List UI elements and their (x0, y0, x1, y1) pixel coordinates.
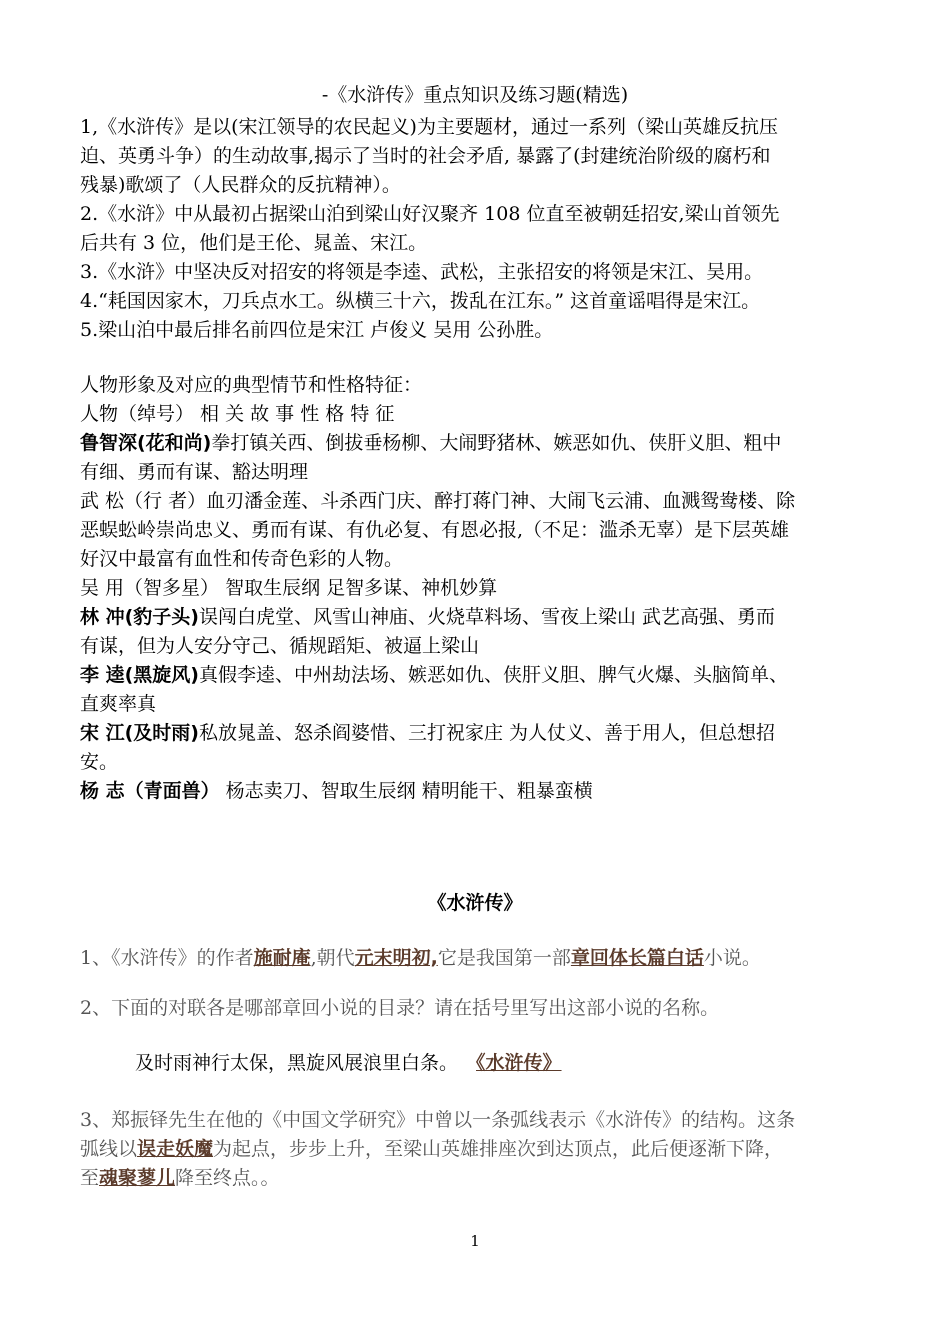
item-2-line-2: 后共有 3 位，他们是王伦、晁盖、宋江。 (80, 232, 428, 254)
character-lu-zhishen-cont: 有细、勇而有谋、豁达明理 (80, 461, 309, 483)
question-text: ,朝代 (310, 947, 355, 969)
character-wu-song: 武 松（行 者）血刃潘金莲、斗杀西门庆、醉打蒋门神、大闹飞云浦、血溅鸳鸯楼、除 (80, 490, 796, 512)
answer-author: 施耐庵 (253, 947, 311, 969)
couplet-text: 及时雨神行太保，黑旋风展浪里白条。 (135, 1052, 459, 1074)
item-5: 5.梁山泊中最后排名前四位是宋江 卢俊义 吴用 公孙胜。 (80, 319, 554, 341)
question-1 (80, 945, 880, 971)
answer-genre: 章回体长篇白话 (570, 947, 704, 969)
item-1-line-1: 1,《水浒传》是以(宋江领导的农民起义)为主要题材，通过一系列（梁山英雄反抗压 (80, 116, 778, 138)
character-song-jiang (80, 720, 880, 746)
character-name: 林 冲(豹子头) (80, 606, 199, 628)
character-traits: 误闯白虎堂、风雪山神庙、火烧草料场、雪夜上梁山 武艺高强、勇而 (198, 606, 776, 628)
character-wu-song-cont-1: 恶蜈蚣岭崇尚忠义、勇而有谋、有仇必复、有恩必报,（不足：滥杀无辜）是下层英雄 (80, 519, 790, 541)
characters-column-header: 人物（绰号） 相 关 故 事 性 格 特 征 (80, 403, 395, 425)
question-text: 弧线以 (80, 1138, 138, 1160)
item-4: 4.“耗国因家木，刀兵点水工。纵横三十六，拨乱在江东。” 这首童谣唱得是宋江。 (80, 290, 761, 312)
character-wu-yong: 吴 用（智多星） 智取生辰纲 足智多谋、神机妙算 (80, 577, 498, 599)
character-lu-zhishen (80, 430, 880, 456)
character-name: 杨 志（青面兽） (80, 780, 220, 802)
character-lin-chong-cont: 有谋，但为人安分守己、循规蹈矩、被逼上梁山 (80, 635, 480, 657)
page-number: 1 (470, 1232, 480, 1250)
item-1-line-2: 迫、英勇斗争）的生动故事,揭示了当时的社会矛盾, 暴露了(封建统治阶级的腐朽和 (80, 145, 771, 167)
character-traits: 杨志卖刀、智取生辰纲 精明能干、粗暴蛮横 (219, 780, 593, 802)
question-text: 降至终点。。 (175, 1167, 280, 1189)
question-text: 它是我国第一部 (437, 947, 571, 969)
item-1-line-3: 残暴)歌颂了（人民群众的反抗精神）。 (80, 174, 401, 196)
characters-heading: 人物形象及对应的典型情节和性格特征： (80, 374, 423, 396)
character-traits: 拳打镇关西、倒拔垂杨柳、大闹野猪林、嫉恶如仇、侠肝义胆、粗中 (211, 432, 782, 454)
character-song-jiang-cont: 安。 (80, 751, 119, 773)
character-wu-song-cont-2: 好汉中最富有血性和传奇色彩的人物。 (80, 548, 404, 570)
item-3: 3.《水浒》中坚决反对招安的将领是李逵、武松，主张招安的将领是宋江、吴用。 (80, 261, 764, 283)
question-text: 为起点，步步上升，至梁山英雄排座次到达顶点，此后便逐渐下降， (213, 1138, 784, 1160)
question-3-line-1: 3、郑振铎先生在他的《中国文学研究》中曾以一条弧线表示《水浒传》的结构。这条 (80, 1109, 796, 1131)
item-2-line-1: 2.《水浒》中从最初占据梁山泊到梁山好汉聚齐 108 位直至被朝廷招安,梁山首领先 (80, 203, 780, 225)
character-traits: 真假李逵、中州劫法场、嫉恶如仇、侠肝义胆、脾气火爆、头脑简单、 (198, 664, 788, 686)
question-text: 小说。 (703, 947, 761, 969)
character-name: 李 逵(黑旋风) (80, 664, 199, 686)
character-name: 鲁智深(花和尚) (80, 432, 212, 454)
character-lin-chong (80, 604, 880, 630)
character-name: 宋 江(及时雨) (80, 722, 199, 744)
page-title: -《水浒传》重点知识及练习题(精选) (321, 84, 629, 106)
answer-end-point: 魂聚蓼儿 (99, 1167, 176, 1189)
question-text: 至 (80, 1167, 100, 1189)
section-title: 《水浒传》 (427, 892, 523, 914)
answer-dynasty: 元末明初, (354, 947, 438, 969)
character-li-kui (80, 662, 880, 688)
answer-novel: 《水浒传》 (476, 1052, 562, 1074)
character-li-kui-cont: 直爽率真 (80, 693, 157, 715)
question-text: 1、《水浒传》的作者 (80, 947, 254, 969)
question-3-line-3 (80, 1165, 880, 1191)
question-2: 2、下面的对联各是哪部章回小说的目录？请在括号里写出这部小说的名称。 (80, 997, 720, 1019)
character-traits: 私放晁盖、怒杀阎婆惜、三打祝家庄 为人仗义、善于用人，但总想招 (198, 722, 776, 744)
question-3-line-2 (80, 1136, 880, 1162)
answer-start-point: 误走妖魔 (137, 1138, 214, 1160)
character-yang-zhi (80, 778, 880, 804)
couplet-line (135, 1050, 935, 1076)
